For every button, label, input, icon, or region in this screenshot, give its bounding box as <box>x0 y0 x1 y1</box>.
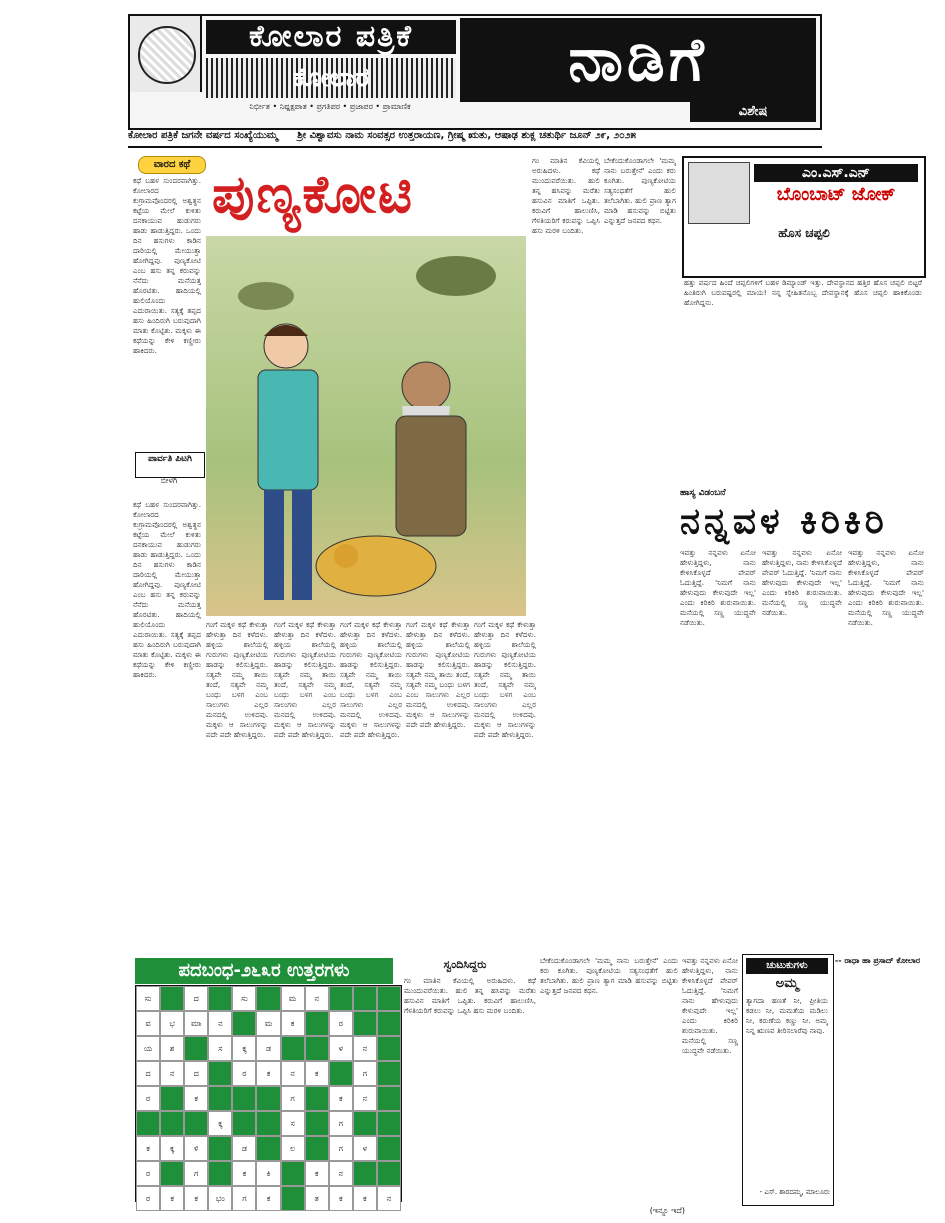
crossword-cell <box>208 1086 232 1111</box>
crossword-cell: ರ <box>329 1011 353 1036</box>
crossword-cell: ಕ <box>184 1186 208 1211</box>
crossword-cell: ಲ <box>281 1136 305 1161</box>
crossword-cell <box>377 986 401 1011</box>
story-column-3: ಗಂ ಮಾತಿನ ಕೆವಿಯಲ್ಲಿ ಅರುಹಿದಳು. ಕಥೆ ಮುಂದುವರೆಯಿತು. ಹುಲಿ ತನ್ನ ಹಸಿವನ್ನು ಮರೆತು ಹಸುವಿನ ಮಾತಿಗೆ ಒಪ್ಪಿತು. ಕರುವಿಗೆ ಹಾಲುಣಿಸಿ, ಗೆಳತಿಯರಿಗೆ ಕರುವನ್ನು ಒಪ್ಪಿಸಿ ಹಸು ಮರಳಿ ಬಂದಿತು. <box>532 156 600 235</box>
crossword-cell: ರ <box>136 1086 160 1111</box>
crossword-cell: ಕ <box>232 1161 256 1186</box>
crossword-cell <box>305 1011 329 1036</box>
crossword-cell <box>281 1161 305 1186</box>
humour-column-1: ಇವತ್ತು ನನ್ನವಳು ಏನೋ ಹೇಳುತ್ತಿದ್ದಳು, ನಾನು ಕೇಳಿಸಿಕೊಳ್ಳದೆ ಪೇಪರ್ ಓದುತ್ತಿದ್ದೆ. 'ನಿಮಗೆ ನಾನು ಹೇಳುವುದು ಕೇಳುವುದೇ ಇಲ್ಲ' ಎಂದು ಕಿರಿಕಿರಿ ಶುರುವಾಯಿತು. ಮನೆಯಲ್ಲಿ ಸಣ್ಣ ಯುದ್ಧವೇ ನಡೆಯಿತು. <box>680 548 756 627</box>
story-column-2b: ಗಂಗೆ ಮಕ್ಕಳ ಕಥೆ ಕೇಳುತ್ತಾ ಹೇಳುತ್ತಾ ದಿನ ಕಳೆದಳು. ಹಳ್ಳಿಯ ಶಾಲೆಯಲ್ಲಿ ಗುರುಗಳು ಪುಣ್ಯಕೋಟಿಯ ಹಾಡನ್ನು ಕಲಿಸುತ್ತಿದ್ದರು. ಸತ್ಯವೇ ನಮ್ಮ ತಾಯಿ ತಂದೆ, ಸತ್ಯವೇ ನಮ್ಮ ಬಂಧು ಬಳಗ ಎಂಬ ಸಾಲುಗಳು ಎಲ್ಲರ ಮನದಲ್ಲಿ ಉಳಿದವು. ಮಕ್ಕಳು ಆ ಸಾಲುಗಳನ್ನು ಪದೇ ಪದೇ ಹೇಳುತ್ತಿದ್ದರು. <box>274 620 336 739</box>
crossword-cell: ಸು <box>232 986 256 1011</box>
crossword-cell <box>305 1036 329 1061</box>
crossword-cell: ಕ್ಕ <box>160 1136 184 1161</box>
humour-column-4: ಇವತ್ತು ನನ್ನವಳು ಏನೋ ಹೇಳುತ್ತಿದ್ದಳು, ನಾನು ಕೇಳಿಸಿಕೊಳ್ಳದೆ ಪೇಪರ್ ಓದುತ್ತಿದ್ದೆ. 'ನಿಮಗೆ ನಾನು ಹೇಳುವುದು ಕೇಳುವುದೇ ಇಲ್ಲ' ಎಂದು ಕಿರಿಕಿರಿ ಶುರುವಾಯಿತು. ಮನೆಯಲ್ಲಿ ಸಣ್ಣ ಯುದ್ಧವೇ ನಡೆಯಿತು. <box>682 956 738 1055</box>
crossword-cell: ಕ <box>329 1086 353 1111</box>
crossword-cell: ವ <box>136 1011 160 1036</box>
crossword-cell <box>232 1111 256 1136</box>
joke-box-title: ಹೊಸ ಚಪ್ಪಲಿ <box>778 226 830 240</box>
crossword-title: ಪದಬಂಧ-೨೬೩ರ ಉತ್ತರಗಳು <box>135 958 393 984</box>
story-column-5: ಬೇಕೆಂದುಕೊಂಡಾಗಲೇ 'ಮಮ್ಮ ನಾನು ಬರುತ್ತೇನೆ' ಎಂದು ಕರು ಕೂಗಿತು. ಪುಣ್ಯಕೋಟಿಯ ಸತ್ಯಸಂಧತೆಗೆ ಹುಲಿ ತಲೆಬಾಗಿತು. ಹುಲಿ ಪ್ರಾಣ ತ್ಯಾಗ ಮಾಡಿ ಹಸುವನ್ನು ಬಿಟ್ಟಿತು ಎನ್ನುತ್ತದೆ ಜನಪದ ಕಥನ. <box>540 956 678 995</box>
story-column-4: ಬೇಕೆಂದುಕೊಂಡಾಗಲೇ 'ಮಮ್ಮ ನಾನು ಬರುತ್ತೇನೆ' ಎಂದು ಕರು ಕೂಗಿತು. ಪುಣ್ಯಕೋಟಿಯ ಸತ್ಯಸಂಧತೆಗೆ ಹುಲಿ ತಲೆಬಾಗಿತು. ಹುಲಿ ಪ್ರಾಣ ತ್ಯಾಗ ಮಾಡಿ ಹಸುವನ್ನು ಬಿಟ್ಟಿತು ಎನ್ನುತ್ತದೆ ಜನಪದ ಕಥನ. <box>604 156 676 225</box>
crossword-cell <box>305 1136 329 1161</box>
crossword-cell: ಮ <box>281 986 305 1011</box>
story-column-2e: ಗಂಗೆ ಮಕ್ಕಳ ಕಥೆ ಕೇಳುತ್ತಾ ಹೇಳುತ್ತಾ ದಿನ ಕಳೆದಳು. ಹಳ್ಳಿಯ ಶಾಲೆಯಲ್ಲಿ ಗುರುಗಳು ಪುಣ್ಯಕೋಟಿಯ ಹಾಡನ್ನು ಕಲಿಸುತ್ತಿದ್ದರು. ಸತ್ಯವೇ ನಮ್ಮ ತಾಯಿ ತಂದೆ, ಸತ್ಯವೇ ನಮ್ಮ ಬಂಧು ಬಳಗ ಎಂಬ ಸಾಲುಗಳು ಎಲ್ಲರ ಮನದಲ್ಲಿ ಉಳಿದವು. ಮಕ್ಕಳು ಆ ಸಾಲುಗಳನ್ನು ಪದೇ ಪದೇ ಹೇಳುತ್ತಿದ್ದರು. <box>474 620 536 739</box>
humour-column-2: ಇವತ್ತು ನನ್ನವಳು ಏನೋ ಹೇಳುತ್ತಿದ್ದಳು, ನಾನು ಕೇಳಿಸಿಕೊಳ್ಳದೆ ಪೇಪರ್ ಓದುತ್ತಿದ್ದೆ. 'ನಿಮಗೆ ನಾನು ಹೇಳುವುದು ಕೇಳುವುದೇ ಇಲ್ಲ' ಎಂದು ಕಿರಿಕಿರಿ ಶುರುವಾಯಿತು. ಮನೆಯಲ್ಲಿ ಸಣ್ಣ ಯುದ್ಧವೇ ನಡೆಯಿತು. <box>762 548 842 617</box>
crossword-cell: ಯ <box>136 1036 160 1061</box>
crossword-cell: ಭ <box>160 1011 184 1036</box>
crossword-cell: ನ <box>353 1086 377 1111</box>
crossword-cell <box>281 1036 305 1061</box>
crossword-cell <box>256 1136 280 1161</box>
story-title: ಪುಣ್ಯಕೋಟಿ <box>212 165 414 225</box>
masthead-tagline: ನಿರ್ಭೀತ • ನಿಷ್ಪಕ್ಷಪಾತ • ಪ್ರಗತಿಪರ • ಪ್ರಜಾಪರ • ಪ್ರಾಮಾಣಿಕ <box>249 102 411 111</box>
story-tag: ವಾರದ ಕಥೆ <box>138 156 206 174</box>
amma-tag: ಚುಟುಕುಗಳು <box>746 958 828 974</box>
dateline <box>128 130 822 148</box>
crossword-cell <box>377 1111 401 1136</box>
crossword-cell: ಗ <box>329 1136 353 1161</box>
crossword-cell <box>208 1136 232 1161</box>
crossword-notes: ಗಂ ಮಾತಿನ ಕೆವಿಯಲ್ಲಿ ಅರುಹಿದಳು. ಕಥೆ ಮುಂದುವರೆಯಿತು. ಹುಲಿ ತನ್ನ ಹಸಿವನ್ನು ಮರೆತು ಹಸುವಿನ ಮಾತಿಗೆ ಒಪ್ಪಿತು. ಕರುವಿಗೆ ಹಾಲುಣಿಸಿ, ಗೆಳತಿಯರಿಗೆ ಕರುವನ್ನು ಒಪ್ಪಿಸಿ ಹಸು ಮರಳಿ ಬಂದಿತು. <box>404 976 536 1015</box>
crossword-cell <box>160 1111 184 1136</box>
story-column-2: ಗಂಗೆ ಮಕ್ಕಳ ಕಥೆ ಕೇಳುತ್ತಾ ಹೇಳುತ್ತಾ ದಿನ ಕಳೆದಳು. ಹಳ್ಳಿಯ ಶಾಲೆಯಲ್ಲಿ ಗುರುಗಳು ಪುಣ್ಯಕೋಟಿಯ ಹಾಡನ್ನು ಕಲಿಸುತ್ತಿದ್ದರು. ಸತ್ಯವೇ ನಮ್ಮ ತಾಯಿ ತಂದೆ, ಸತ್ಯವೇ ನಮ್ಮ ಬಂಧು ಬಳಗ ಎಂಬ ಸಾಲುಗಳು ಎಲ್ಲರ ಮನದಲ್ಲಿ ಉಳಿದವು. ಮಕ್ಕಳು ಆ ಸಾಲುಗಳನ್ನು ಪದೇ ಪದೇ ಹೇಳುತ್ತಿದ್ದರು. <box>206 620 268 739</box>
crossword-cell <box>184 1111 208 1136</box>
crossword-cell <box>377 1036 401 1061</box>
crossword-cell <box>377 1011 401 1036</box>
crossword-cell <box>232 1011 256 1036</box>
crossword-cell <box>305 1111 329 1136</box>
crossword-cell: ತ <box>305 1186 329 1211</box>
crossword-hint: ಸ್ವಂದಿಸಿದ್ದರು <box>443 958 487 971</box>
crossword-cell <box>329 1061 353 1086</box>
crossword-cell <box>329 986 353 1011</box>
crossword-cell: ನ <box>160 1061 184 1086</box>
crossword-cell <box>353 1161 377 1186</box>
story-column-1: ಕಥೆ ಬಹಳ ಸುಂದರವಾಗಿತ್ತು. ಕೋಲಾರದ ಕುಗ್ರಾಮವೊಂದರಲ್ಲಿ ಅಶ್ವತ್ಥನ ಕಟ್ಟೆಯ ಮೇಲೆ ಕುಳಿತು ದನಕಾಯುವ ಹುಡುಗರು ಹಾಡು ಹಾಡುತ್ತಿದ್ದರು. ಒಂದು ದಿನ ಹಸುಗಳು ಕಾಡಿನ ದಾರಿಯಲ್ಲಿ ಮೇಯುತ್ತಾ ಹೋಗಿದ್ದವು. ಪುಣ್ಯಕೋಟಿ ಎಂಬ ಹಸು ತನ್ನ ಕರುವನ್ನು ನೆನೆದು ಮನೆಯತ್ತ ಹೊರಟಿತು. ಹಾದಿಯಲ್ಲಿ ಹುಲಿಯೊಂದು ಎದುರಾಯಿತು. ಸತ್ಯಕ್ಕೆ ತಪ್ಪದ ಹಸು ಹಿಂದಿರುಗಿ ಬರುವುದಾಗಿ ಮಾತು ಕೊಟ್ಟಿತು. ಮಕ್ಕಳು ಈ ಕಥೆಯನ್ನು ಕೇಳಿ ಕಣ್ಣೀರು ಹಾಕಿದರು. <box>133 176 201 355</box>
author-photo <box>688 162 750 224</box>
crossword-cell: ಗ <box>281 1086 305 1111</box>
crossword-cell: ಸ <box>281 1111 305 1136</box>
masthead-edition: ವಿಶೇಷ <box>690 102 816 122</box>
crossword-cell: ಕ <box>305 1061 329 1086</box>
dateline-right: ಶ್ರೀ ವಿಶ್ವಾವಸು ನಾಮ ಸಂವತ್ಸರ ಉತ್ತರಾಯಣ, ಗ್ರೀಷ್ಮ ಋತು, ಆಷಾಢ ಶುಕ್ಲ ಚತುರ್ಥಿ ಜೂನ್ ೨೯, ೨೦೨೫ <box>297 130 636 141</box>
crossword-cell: ಕ <box>136 1136 160 1161</box>
joke-box <box>682 156 926 278</box>
crossword-cell: ಕ್ಕ <box>208 1111 232 1136</box>
crossword-cell: ಮಾ <box>184 1011 208 1036</box>
crossword-cell: ನ <box>208 1011 232 1036</box>
dateline-left: ಕೋಲಾರ ಪತ್ರಿಕೆ ಜಗನೇ ವರ್ಷದ ಸಂಖ್ಯೆಯುಮ್ಮ <box>128 130 278 141</box>
crossword-cell: ಕ <box>184 1086 208 1111</box>
crossword-cell: ದ <box>184 986 208 1011</box>
boy-and-old-man-illustration <box>206 236 526 616</box>
crossword-cell <box>353 986 377 1011</box>
crossword-cell <box>377 1136 401 1161</box>
crossword-cell <box>208 1061 232 1086</box>
crossword-cell <box>208 1161 232 1186</box>
crossword-cell <box>160 1086 184 1111</box>
story-column-2d: ಗಂಗೆ ಮಕ್ಕಳ ಕಥೆ ಕೇಳುತ್ತಾ ಹೇಳುತ್ತಾ ದಿನ ಕಳೆದಳು. ಹಳ್ಳಿಯ ಶಾಲೆಯಲ್ಲಿ ಗುರುಗಳು ಪುಣ್ಯಕೋಟಿಯ ಹಾಡನ್ನು ಕಲಿಸುತ್ತಿದ್ದರು. ಸತ್ಯವೇ ನಮ್ಮ ತಾಯಿ ತಂದೆ, ಸತ್ಯವೇ ನಮ್ಮ ಬಂಧು ಬಳಗ ಎಂಬ ಸಾಲುಗಳು ಎಲ್ಲರ ಮನದಲ್ಲಿ ಉಳಿದವು. ಮಕ್ಕಳು ಆ ಸಾಲುಗಳನ್ನು ಪದೇ ಪದೇ ಹೇಳುತ್ತಿದ್ದರು. <box>406 620 470 729</box>
crossword-cell: ಸು <box>136 986 160 1011</box>
humour-column-3: ಇವತ್ತು ನನ್ನವಳು ಏನೋ ಹೇಳುತ್ತಿದ್ದಳು, ನಾನು ಕೇಳಿಸಿಕೊಳ್ಳದೆ ಪೇಪರ್ ಓದುತ್ತಿದ್ದೆ. 'ನಿಮಗೆ ನಾನು ಹೇಳುವುದು ಕೇಳುವುದೇ ಇಲ್ಲ' ಎಂದು ಕಿರಿಕಿರಿ ಶುರುವಾಯಿತು. ಮನೆಯಲ್ಲಿ ಸಣ್ಣ ಯುದ್ಧವೇ ನಡೆಯಿತು. <box>848 548 924 627</box>
crossword-cell: ನ <box>353 1036 377 1061</box>
crossword-cell: ದ <box>136 1061 160 1086</box>
crossword-cell: ರ <box>136 1186 160 1211</box>
masthead <box>128 14 822 130</box>
crossword-cell: ರ <box>232 1061 256 1086</box>
crossword-cell: ನ <box>329 1161 353 1186</box>
crossword-cell <box>377 1061 401 1086</box>
crossword-cell <box>377 1086 401 1111</box>
crossword-cell: ನ <box>377 1186 401 1211</box>
crossword-cell: ಕ್ಕ <box>232 1036 256 1061</box>
crossword-cell <box>256 1111 280 1136</box>
crossword-cell <box>136 1111 160 1136</box>
crossword-cell <box>281 1186 305 1211</box>
crossword-cell: ಭಂ <box>208 1186 232 1211</box>
crossword-cell: ಕ <box>305 1161 329 1186</box>
crossword-cell <box>160 986 184 1011</box>
humour-byline: -- ರಾಧಾ ಹಾ ಪ್ರಸಾದ್ ಕೋಲಾರ <box>834 956 920 965</box>
crossword-cell <box>256 986 280 1011</box>
crossword-cell <box>184 1036 208 1061</box>
crossword-cell <box>160 1161 184 1186</box>
crossword-cell <box>208 986 232 1011</box>
crossword-cell: ಡ <box>256 1036 280 1061</box>
crossword-cell: ಳ <box>353 1136 377 1161</box>
crossword-grid <box>135 985 402 1202</box>
crossword-cell: ಳ <box>329 1036 353 1061</box>
masthead-sub: ಕೋಲಾರ <box>206 58 456 98</box>
elephant-seal-logo <box>130 16 202 92</box>
crossword-cell: ನ <box>281 1061 305 1086</box>
crossword-cell: ಗ <box>353 1061 377 1086</box>
continued-note: (ಇನ್ನೂ ಇದೆ) <box>649 1206 685 1215</box>
amma-title: ಅಮ್ಮ <box>775 976 799 991</box>
crossword-cell: ಕ <box>329 1186 353 1211</box>
crossword-cell: ಗ <box>232 1186 256 1211</box>
crossword-cell <box>353 1111 377 1136</box>
masthead-title-1: ಕೋಲಾರ ಪತ್ರಿಕೆ <box>206 20 456 54</box>
crossword-cell <box>305 1086 329 1111</box>
crossword-cell <box>256 1086 280 1111</box>
crossword-cell <box>377 1161 401 1186</box>
side-box-title: ಪಾರ್ವತಿ ಪಿಟಗಿ <box>135 452 205 478</box>
crossword-cell: ಗ <box>329 1111 353 1136</box>
crossword-cell: ನ <box>305 986 329 1011</box>
joke-box-sub: ಬೊಂಬಾಟ್ ಜೋಕ್ <box>776 184 896 205</box>
crossword-cell: ಕಿ <box>256 1161 280 1186</box>
crossword-cell: ಕ <box>160 1186 184 1211</box>
joke-text: ಹತ್ತು ವರ್ಷದ ಹಿಂದೆ ಚಪ್ಪಲಿಗಳಿಗೆ ಬಹಳ ಡಿಮ್ಯಾಂಡ್ ಇತ್ತು. ದೇವಸ್ಥಾನದ ಹತ್ತಿರ ಹೊಸ ಚಪ್ಪಲಿ ಬಿಟ್ಟರೆ ಹಿಂತಿರುಗಿ ಬರುವಷ್ಟರಲ್ಲಿ ಮಾಯ! ನನ್ನ ಸ್ನೇಹಿತನೊಬ್ಬ ದೇವಸ್ಥಾನಕ್ಕೆ ಹೊಸ ಚಪ್ಪಲಿ ಹಾಕಿಕೊಂಡು ಹೋಗಿದ್ದನು. <box>684 278 922 307</box>
crossword-cell: ಡ <box>232 1136 256 1161</box>
crossword-cell: ಕ <box>256 1061 280 1086</box>
crossword-cell: ರ <box>136 1161 160 1186</box>
crossword-cell: ದ <box>184 1061 208 1086</box>
amma-byline: - ಎಸ್. ಶಾರದಮ್ಮ, ಮಾಲೂರು <box>759 1188 830 1196</box>
side-box-sub: ಬೀಳಗಿ <box>160 476 178 485</box>
joke-box-head: ಎಂ.ಎಸ್.ಎನ್ <box>754 164 918 182</box>
humour-tag: ಹಾಸ್ಯ ವಿಡಂಬನೆ <box>680 488 726 498</box>
humour-title: ನನ್ನವಳ ಕಿರಿಕಿರಿ <box>680 501 888 542</box>
crossword-cell: ಮ <box>256 1011 280 1036</box>
crossword-cell: ಳಿ <box>184 1136 208 1161</box>
crossword-cell: ಕ <box>353 1186 377 1211</box>
crossword-cell: ಶ <box>160 1036 184 1061</box>
amma-text: ತ್ಯಾಗದಾ ಹಣತೆ ನೀ, ಪ್ರೀತಿಯ ಕಡಲು ನೀ, ಮಮತೆಯ ಮಡಿಲು ನೀ, ಕರುಣೆಯ ಕಣ್ಣು ನೀ. ಅಮ್ಮ ನಿನ್ನ ಋಣವ ತೀರಿಸಲಾರೆವು ನಾವು. <box>746 996 828 1035</box>
crossword-cell <box>232 1086 256 1111</box>
crossword-cell: ಸ <box>208 1036 232 1061</box>
story-illustration <box>206 236 526 616</box>
masthead-title-2: ನಾಡಿಗೆ <box>460 18 816 102</box>
story-column-2c: ಗಂಗೆ ಮಕ್ಕಳ ಕಥೆ ಕೇಳುತ್ತಾ ಹೇಳುತ್ತಾ ದಿನ ಕಳೆದಳು. ಹಳ್ಳಿಯ ಶಾಲೆಯಲ್ಲಿ ಗುರುಗಳು ಪುಣ್ಯಕೋಟಿಯ ಹಾಡನ್ನು ಕಲಿಸುತ್ತಿದ್ದರು. ಸತ್ಯವೇ ನಮ್ಮ ತಾಯಿ ತಂದೆ, ಸತ್ಯವೇ ನಮ್ಮ ಬಂಧು ಬಳಗ ಎಂಬ ಸಾಲುಗಳು ಎಲ್ಲರ ಮನದಲ್ಲಿ ಉಳಿದವು. ಮಕ್ಕಳು ಆ ಸಾಲುಗಳನ್ನು ಪದೇ ಪದೇ ಹೇಳುತ್ತಿದ್ದರು. <box>340 620 402 739</box>
crossword-cell: ಕ <box>256 1186 280 1211</box>
crossword-cell <box>353 1011 377 1036</box>
crossword-cell: ಕ <box>281 1011 305 1036</box>
story-column-1b: ಕಥೆ ಬಹಳ ಸುಂದರವಾಗಿತ್ತು. ಕೋಲಾರದ ಕುಗ್ರಾಮವೊಂದರಲ್ಲಿ ಅಶ್ವತ್ಥನ ಕಟ್ಟೆಯ ಮೇಲೆ ಕುಳಿತು ದನಕಾಯುವ ಹುಡುಗರು ಹಾಡು ಹಾಡುತ್ತಿದ್ದರು. ಒಂದು ದಿನ ಹಸುಗಳು ಕಾಡಿನ ದಾರಿಯಲ್ಲಿ ಮೇಯುತ್ತಾ ಹೋಗಿದ್ದವು. ಪುಣ್ಯಕೋಟಿ ಎಂಬ ಹಸು ತನ್ನ ಕರುವನ್ನು ನೆನೆದು ಮನೆಯತ್ತ ಹೊರಟಿತು. ಹಾದಿಯಲ್ಲಿ ಹುಲಿಯೊಂದು ಎದುರಾಯಿತು. ಸತ್ಯಕ್ಕೆ ತಪ್ಪದ ಹಸು ಹಿಂದಿರುಗಿ ಬರುವುದಾಗಿ ಮಾತು ಕೊಟ್ಟಿತು. ಮಕ್ಕಳು ಈ ಕಥೆಯನ್ನು ಕೇಳಿ ಕಣ್ಣೀರು ಹಾಕಿದರು. <box>133 500 201 679</box>
crossword-cell: ಗ <box>184 1161 208 1186</box>
